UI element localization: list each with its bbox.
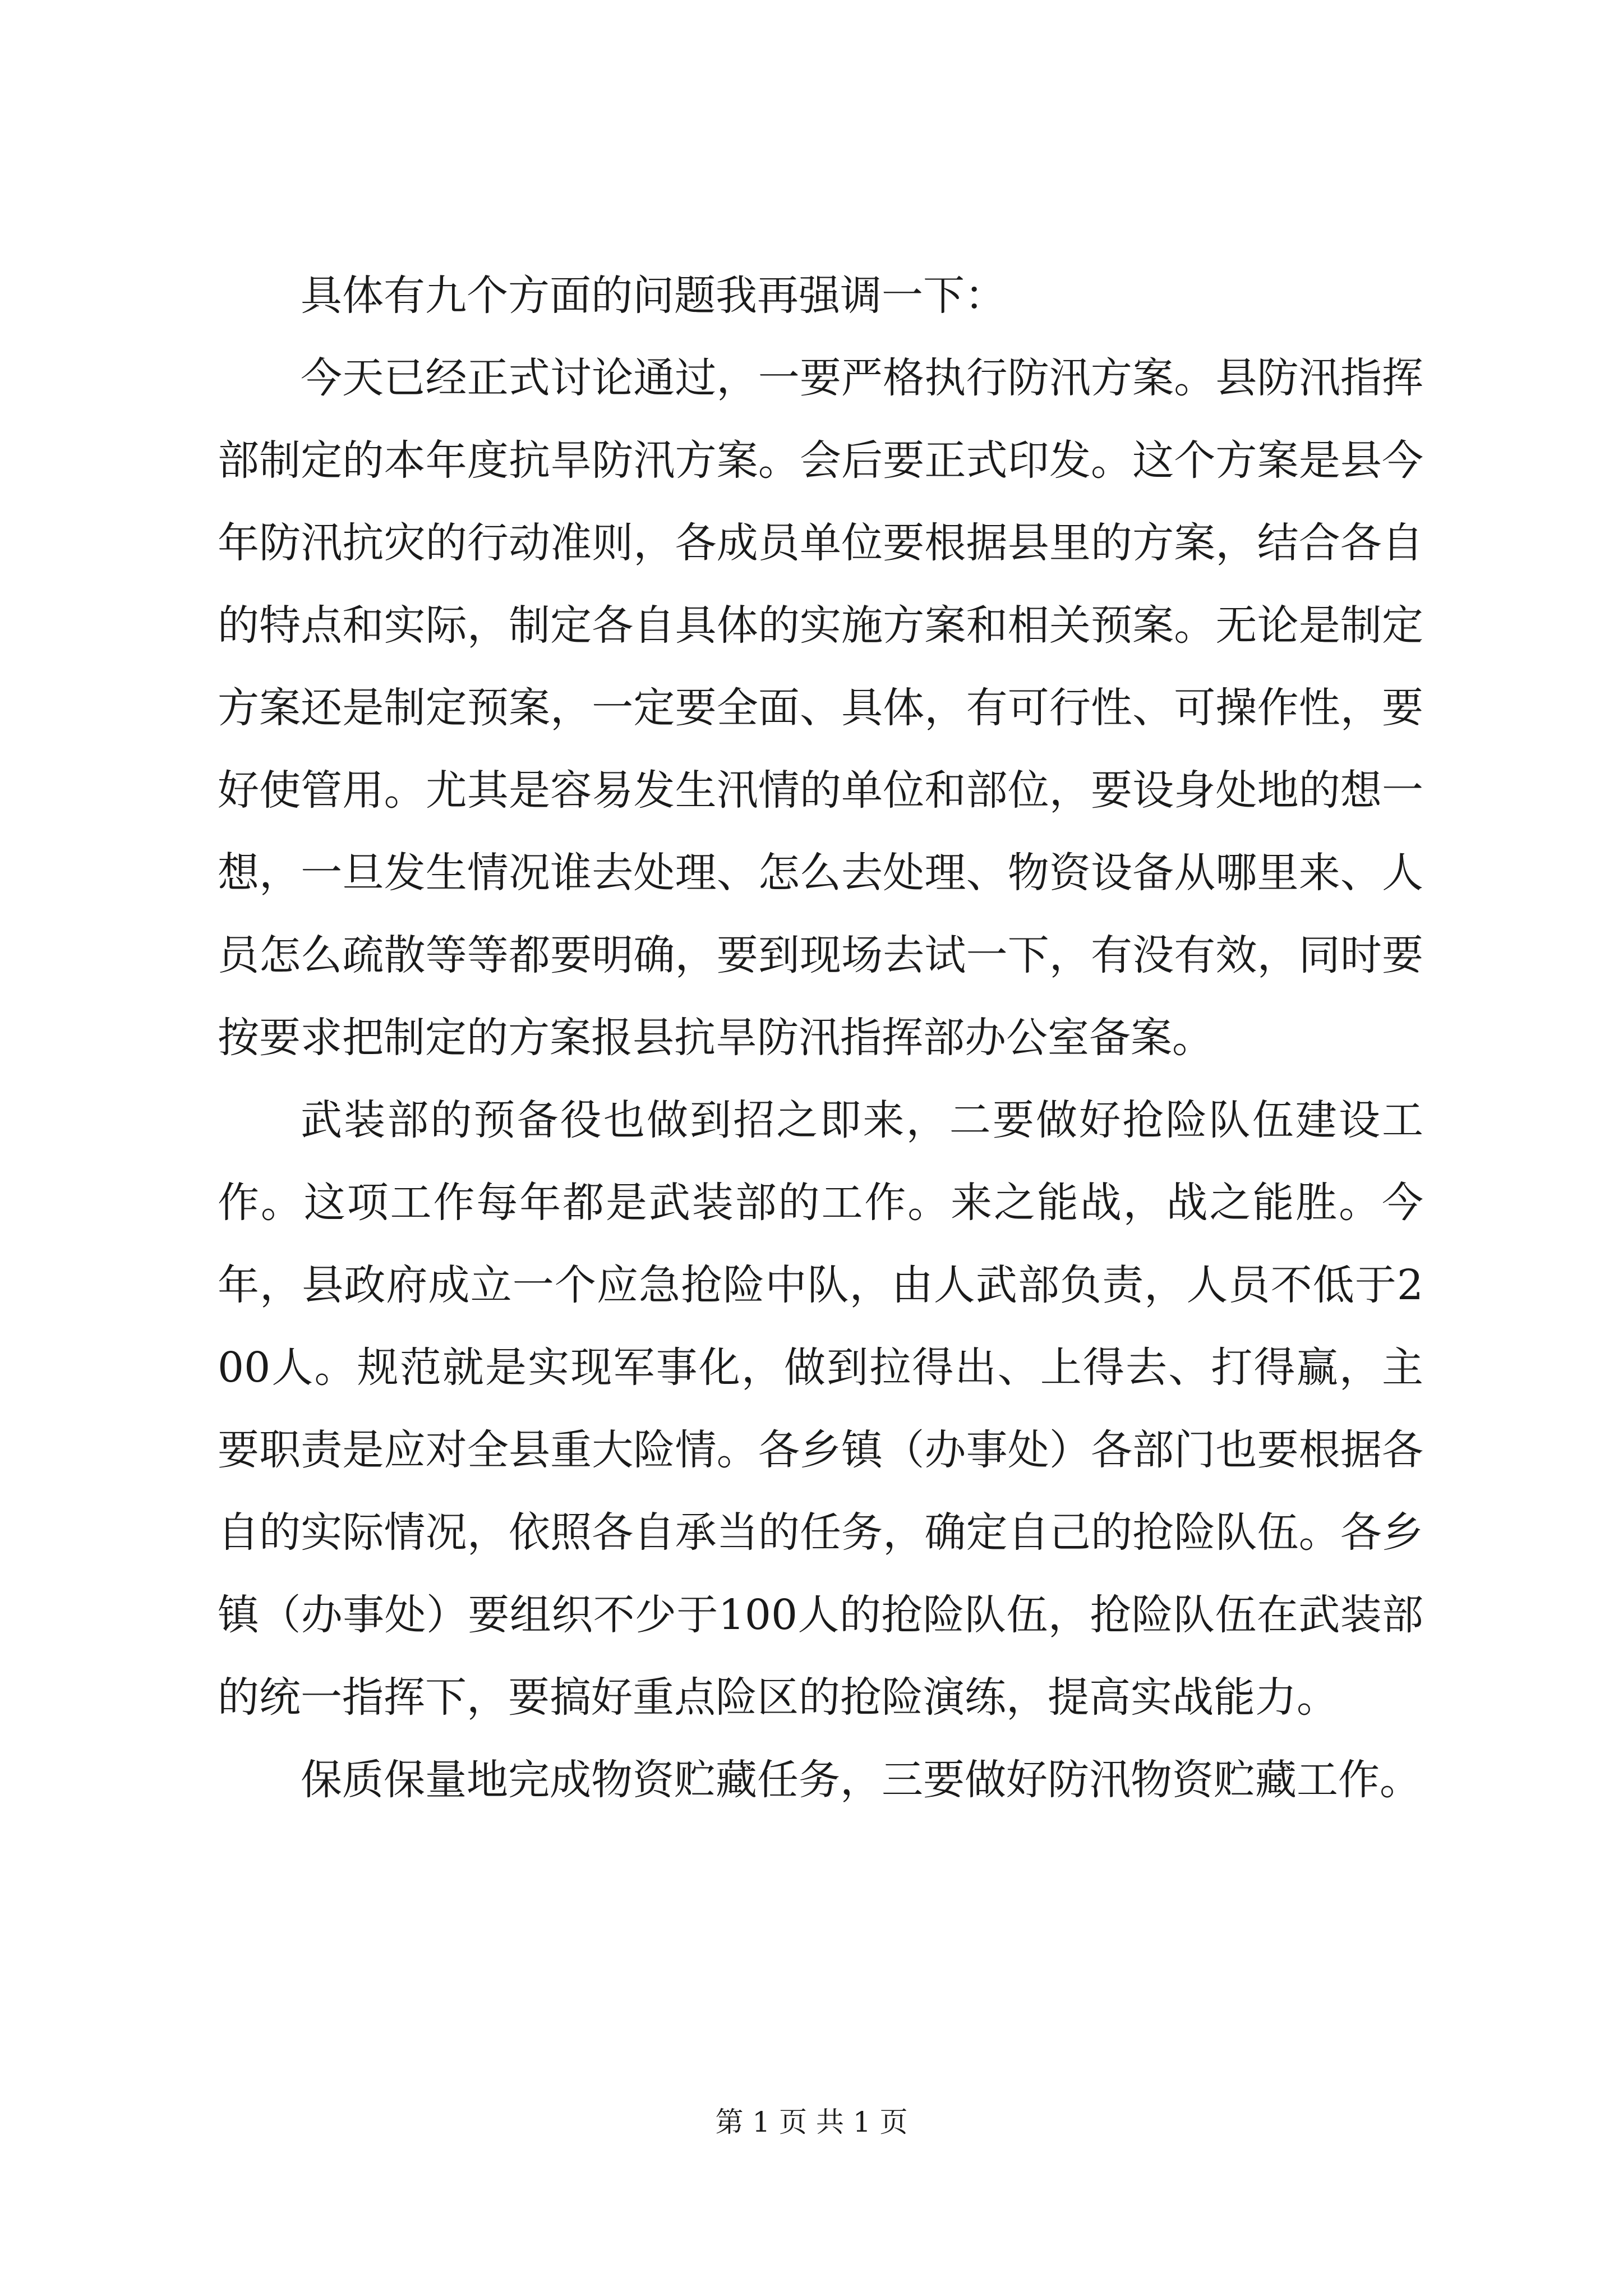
page-footer: [0, 2102, 1623, 2142]
paragraph-1: 具体有九个方面的问题我再强调一下：: [301, 272, 1006, 320]
paragraph-3: 武装部的预备役也做到招之即来，二要做好抢险队伍建设工作。这项工作每年都是武装部的工作。来之能战，战之能胜。今年，县政府成立一个应急抢险中队，由人武部负责，人员不低于200人。规范就是实现军事化，做到拉得出、上得去、打得赢，主要职责是应对全县重大险情。各乡镇（办事处）各部门也要根据各自的实际情况，依照各自承当的任务，确定自己的抢险队伍。各乡镇（办事处）要组织不少于100人的抢险队伍，抢险队伍在武装部的统一指挥下，要搞好重点险区的抢险演练，提高实战能力。: [218, 1096, 1423, 1722]
page-number-label: 第 1 页 共 1 页: [715, 2106, 908, 2138]
document-body: [218, 255, 1423, 1821]
paragraph-4: 保质保量地完成物资贮藏任务，三要做好防汛物资贮藏工作。: [301, 1756, 1421, 1804]
paragraph-2: 今天已经正式讨论通过，一要严格执行防汛方案。县防汛指挥部制定的本年度抗旱防汛方案。会后要正式印发。这个方案是县今年防汛抗灾的行动准则，各成员单位要根据县里的方案，结合各自的特点和实际，制定各自具体的实施方案和相关预案。无论是制定方案还是制定预案，一定要全面、具体，有可行性、可操作性，要好使管用。尤其是容易发生汛情的单位和部位，要设身处地的想一想，一旦发生情况谁去处理、怎么去处理、物资设备从哪里来、人员怎么疏散等等都要明确，要到现场去试一下，有没有效，同时要按要求把制定的方案报县抗旱防汛指挥部办公室备案。: [218, 354, 1423, 1062]
